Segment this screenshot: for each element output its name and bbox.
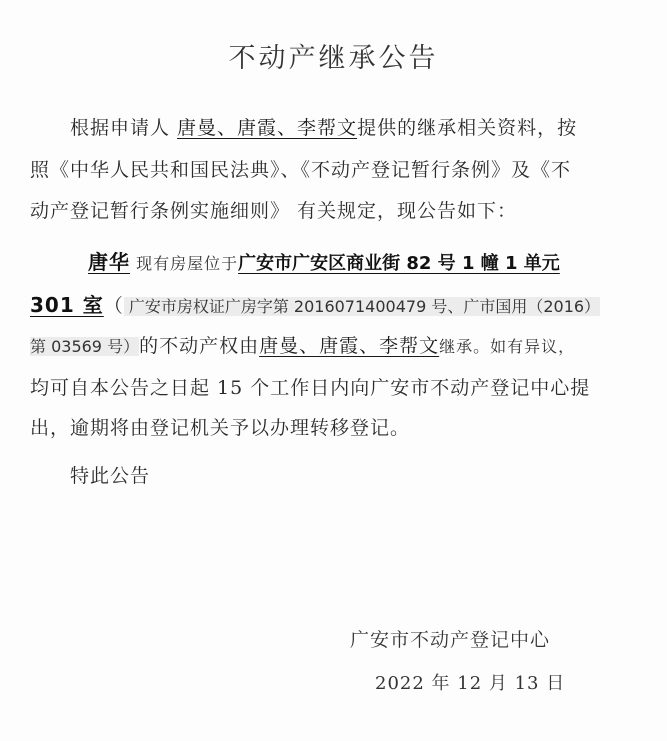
- applicants-names: 唐曼、唐霞、李帮文: [177, 117, 358, 139]
- certificate-end: 第 03569 号）: [30, 337, 140, 356]
- para2-line3-mid: 的不动产权由: [139, 335, 260, 357]
- para2-line5: 出，逾期将由登记机关予以办理转移登记。: [30, 417, 411, 439]
- para1-line3: 动产登记暂行条例实施细则》 有关规定，现公告如下：: [30, 200, 518, 222]
- para1-line2: 照《中华人民共和国民法典》、《不动产登记暂行条例》及《不: [30, 159, 572, 181]
- para2-line3: [30, 331, 575, 358]
- para1-line1: [70, 113, 577, 140]
- para2-line4: 均可自本公告之日起 15 个工作日内向广安市不动产登记中心提: [30, 377, 591, 399]
- para1-line1-prefix: 根据申请人: [70, 117, 178, 139]
- property-address: 广安市广安区商业街 82 号 1 幢 1 单元: [238, 253, 560, 274]
- para1-line1-suffix: 提供的继承相关资料，按: [357, 117, 578, 139]
- para2-line1-text: 现有房屋位于: [130, 254, 239, 273]
- deceased-name: 唐华: [88, 250, 130, 274]
- room-number: 301 室: [30, 293, 104, 317]
- signature-date: 2022 年 12 月 13 日: [375, 673, 566, 694]
- heirs-names: 唐曼、唐霞、李帮文: [259, 335, 440, 357]
- closing-text: 特此公告: [70, 465, 151, 487]
- para2-line2: [30, 289, 600, 318]
- signature-org: 广安市不动产登记中心: [350, 629, 551, 651]
- para2-line1: [88, 246, 560, 275]
- notice-title: 不动产继承公告: [228, 43, 439, 74]
- para2-line3-end: 继承。如有异议，: [439, 337, 576, 356]
- certificate-numbers: 广安市房权证广房字第 2016071400479 号、广市国用（2016）: [123, 297, 601, 316]
- paren-open: （: [103, 295, 124, 317]
